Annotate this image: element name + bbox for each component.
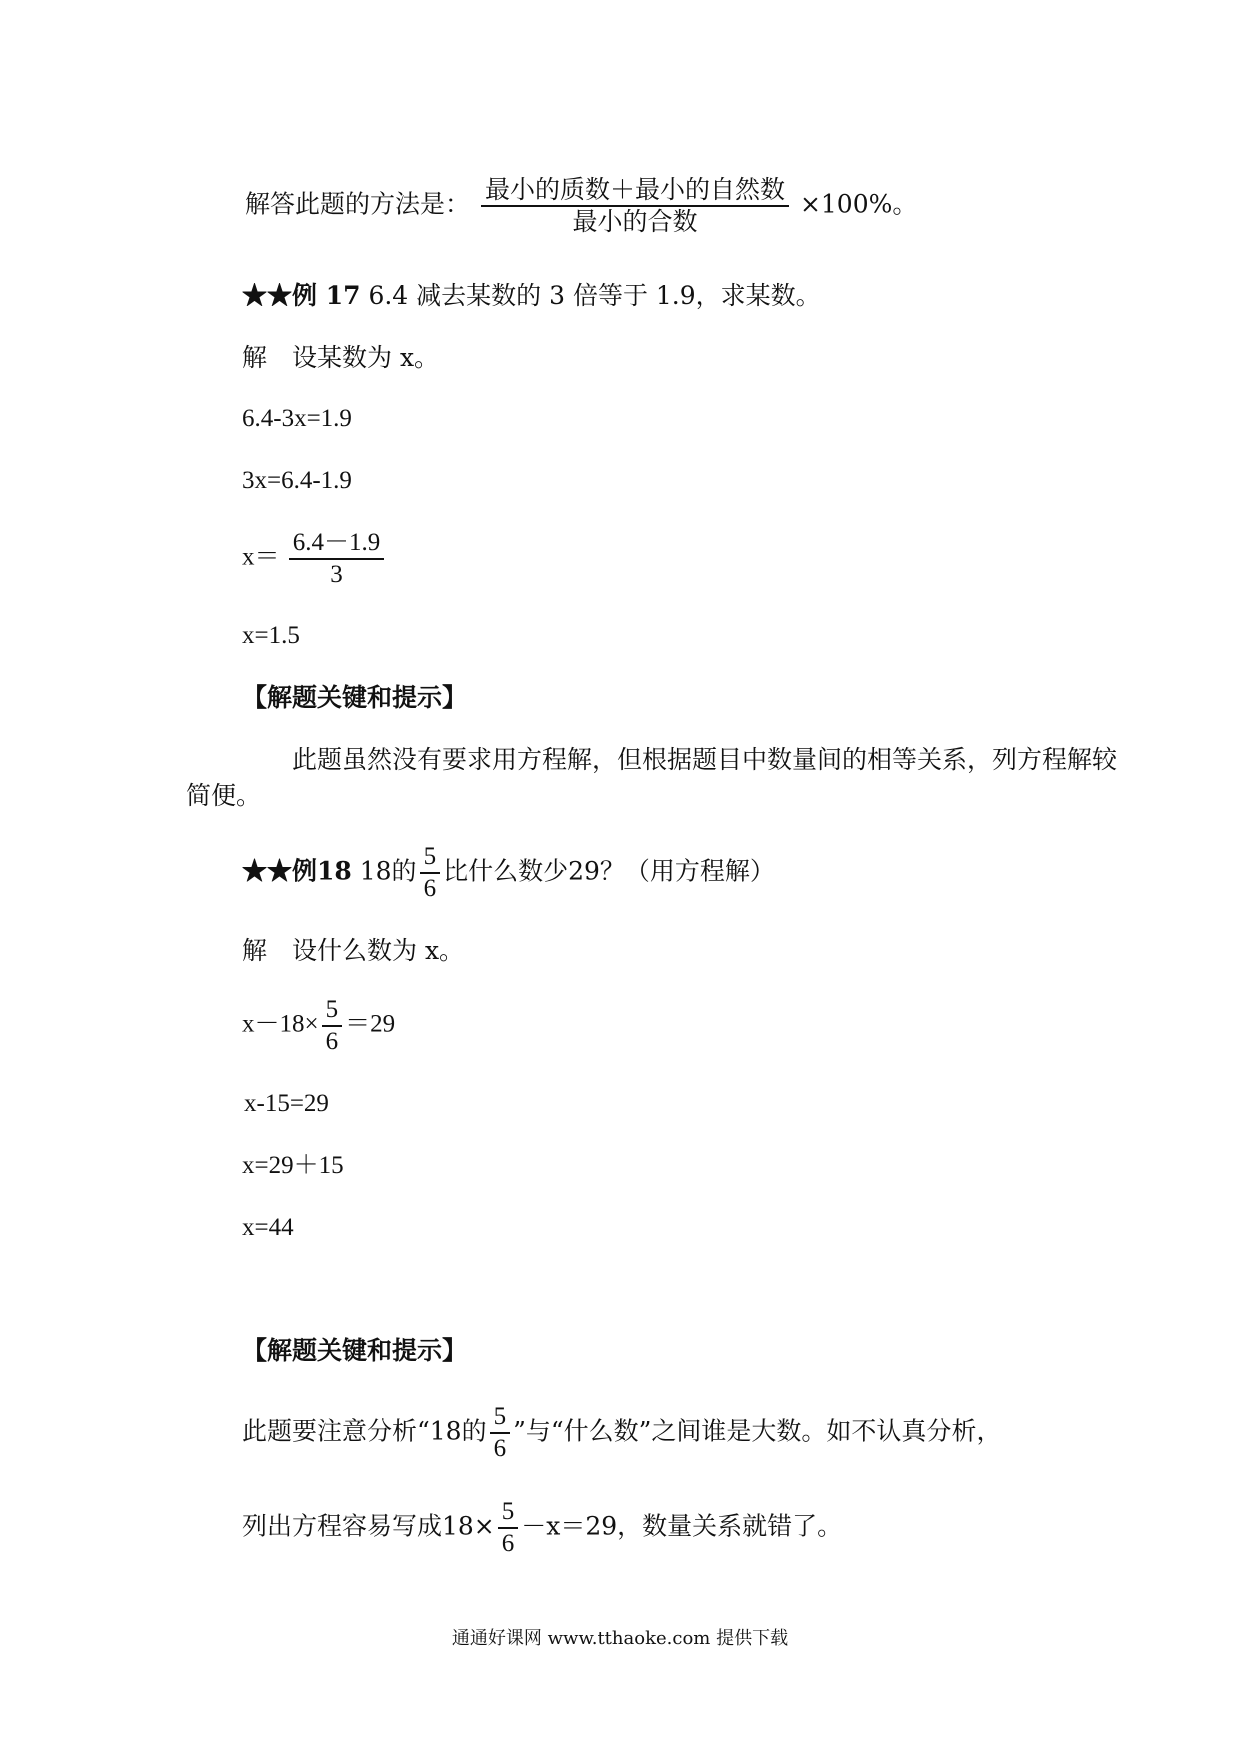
example-18-den: 6 — [423, 875, 437, 902]
hint-2-l1-pre: 此题要注意分析“18的 — [242, 1416, 487, 1446]
example-18-step4: x=44 — [242, 1214, 294, 1241]
hint-2-line2 — [242, 1497, 842, 1559]
example-18-step1 — [242, 995, 395, 1057]
example-18-step3: x=29＋15 — [242, 1152, 344, 1179]
example-18-num: 5 — [420, 842, 441, 874]
ex18-step1-fraction — [322, 995, 343, 1057]
hint-1-heading: 【解题关键和提示】 — [242, 683, 468, 712]
example-18-fraction — [420, 842, 441, 904]
hint-2-l2-den: 6 — [501, 1530, 515, 1557]
hint-1-line2: 简便。 — [186, 781, 262, 810]
hint-2-l1-fraction — [490, 1402, 511, 1464]
ex18-step1-den: 6 — [325, 1028, 339, 1055]
hint-2-l1-den: 6 — [493, 1435, 507, 1462]
hint-2-l2-num: 5 — [498, 1497, 519, 1529]
method-fraction — [481, 175, 789, 237]
example-17-step1: 6.4-3x=1.9 — [242, 405, 352, 432]
example-18-step2: x-15=29 — [244, 1090, 329, 1117]
method-numerator: 最小的质数＋最小的自然数 — [481, 175, 789, 207]
example-18-solve: 解 设什么数为 x。 — [242, 936, 465, 965]
ex18-step1-pre: x－18× — [242, 1010, 319, 1038]
step3-fraction — [289, 528, 385, 590]
hint-2-l1-num: 5 — [490, 1402, 511, 1434]
page-footer: 通通好课网 www.tthaoke.com 提供下载 — [451, 1628, 789, 1649]
example-17-line — [242, 280, 821, 312]
example-17-question: 6.4 减去某数的 3 倍等于 1.9，求某数。 — [360, 281, 821, 310]
example-17-solve: 解 设某数为 x。 — [242, 343, 440, 372]
hint-2-line1 — [242, 1402, 1001, 1464]
example-17-title: ★★例 17 — [242, 281, 361, 310]
method-prefix: 解答此题的方法是： — [245, 189, 471, 219]
step3-numerator: 6.4－1.9 — [289, 528, 385, 560]
hint-2-heading: 【解题关键和提示】 — [242, 1336, 468, 1365]
example-18-q-pre: 18的 — [351, 856, 417, 886]
hint-2-l1-post: ”与“什么数”之间谁是大数。如不认真分析， — [513, 1416, 1002, 1446]
hint-2-l2-fraction — [498, 1497, 519, 1559]
example-17-step3 — [242, 528, 387, 590]
example-18-line — [242, 842, 775, 904]
step3-lhs: x＝ — [242, 543, 280, 571]
example-18-q-post: 比什么数少29？（用方程解） — [443, 856, 775, 886]
ex18-step1-post: ＝29 — [345, 1010, 396, 1038]
method-line — [245, 175, 917, 237]
ex18-step1-num: 5 — [322, 995, 343, 1027]
method-suffix: ×100%。 — [799, 189, 918, 219]
hint-1-line1: 此题虽然没有要求用方程解，但根据题目中数量间的相等关系，列方程解较 — [292, 745, 1118, 774]
hint-2-l2-pre: 列出方程容易写成18× — [242, 1511, 495, 1541]
step3-denominator: 3 — [330, 561, 343, 588]
example-18-title: ★★例18 — [242, 856, 352, 886]
example-17-step2: 3x=6.4-1.9 — [242, 467, 352, 494]
hint-2-l2-post: －x＝29，数量关系就错了。 — [521, 1511, 843, 1541]
example-17-step4: x=1.5 — [242, 622, 300, 649]
method-denominator: 最小的合数 — [572, 207, 698, 236]
